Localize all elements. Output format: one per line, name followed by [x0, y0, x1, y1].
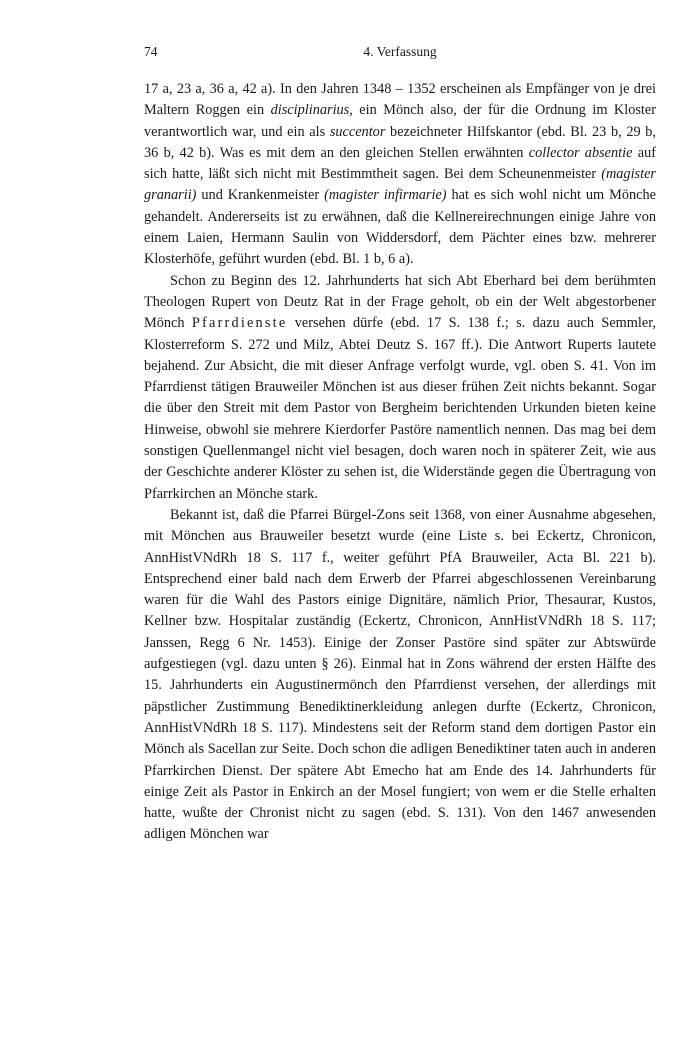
spaced-term: Pfarrdienste	[191, 315, 288, 332]
paragraph	[144, 79, 656, 271]
running-head: 4. Verfassung	[363, 44, 437, 59]
body-text	[144, 79, 656, 846]
text-segment: bezeichneter Hilfskantor (ebd. Bl. 23 b, 29 b, 36 b, 42 b). Was es mit dem an den gleichen Stellen erwähnten	[144, 123, 656, 161]
italic-term: (magister granarii)	[144, 166, 656, 204]
paragraph	[144, 505, 656, 846]
paragraph	[144, 271, 656, 505]
page-number: 74	[144, 44, 158, 59]
italic-term: collector absentie	[528, 144, 633, 161]
italic-term: (magister infirmarie)	[324, 187, 447, 204]
text-segment: und Krankenmeister	[196, 187, 325, 204]
page-header	[144, 44, 656, 64]
text-segment: Schon zu Beginn des 12. Jahrhunderts hat sich Abt Eberhard bei dem berühmten Theologen Rupert von Deutz Rat in der Frage geholt, ob ein der Welt abgestorbener Mönch	[144, 272, 656, 332]
text-segment: versehen dürfe (ebd. 17 S. 138 f.; s. dazu auch Semmler, Klosterreform S. 272 und Milz, Abtei Deutz S. 167 ff.). Die Antwort Ruperts lautete bejahend. Zur Absicht, die mit dieser Anfrage verfolgt wurde, vgl. oben S. 41. Von im Pfarrdienst tätigen Brauweiler Mönchen ist aus dieser frühen Zeit nichts bekannt. Sogar die über den Streit mit dem Pastor von Bergheim berichtenden Urkunden bieten keine Hinweise, obwohl sie mehrere Kierdorfer Pastöre namentlich nennen. Das mag bei dem sonstigen Quellenmangel nicht viel besagen, doch waren noch in späterer Zeit, wie aus der Geschichte anderer Klöster zu sehen ist, die Widerstände gegen die Übertragung von Pfarrkirchen an Mönche stark.	[144, 315, 657, 502]
italic-term: disciplinarius	[270, 102, 350, 119]
text-segment: , ein Mönch also, der für die Ordnung im Kloster verantwortlich war, und ein als	[144, 102, 657, 140]
text-segment: auf sich hatte, läßt sich nicht mit Bestimmtheit sagen. Bei dem Scheunenmeister	[144, 144, 656, 183]
text-segment: Bekannt ist, daß die Pfarrei Bürgel-Zons seit 1368, von einer Ausnahme abgesehen, mit Mönchen aus Brauweiler besetzt wurde (eine Liste s. bei Eckertz, Chronicon, AnnHistVNdRh 18 S. 117 f., weiter geführt PfA Brauweiler, Acta Bl. 221 b). Entsprechend einer bald nach dem Erwerb der Pfarrei abgeschlossenen Vereinbarung waren für die Wahl des Pastors einige Dignitäre, nämlich Prior, Thesaurar, Kustos, Kellner bzw. Hospitalar zuständig (Eckertz, Chronicon, AnnHistVNdRh 18 S. 117; Janssen, Regg 6 Nr. 1453). Einige der Zonser Pastöre sind später zur Abtswürde aufgestiegen (vgl. dazu unten § 26). Einmal hat in Zons während der ersten Hälfte des 15. Jahrhunderts ein Augustinermönch den Pfarrdienst versehen, der allerdings mit päpstlicher Zustimmung Benediktinerkleidung anlegen durfte (Eckertz, Chronicon, AnnHistVNdRh 18 S. 117). Mindestens seit der Reform stand dem dortigen Pastor ein Mönch als Sacellan zur Seite. Doch schon die adligen Benediktiner taten auch in anderen Pfarrkirchen Dienst. Der spätere Abt Emecho hat am Ende des 14. Jahrhunderts für einige Zeit als Pastor in Enkirch an der Mosel fungiert; von wem er die Stelle erhalten hatte, wußte der Chronist nicht zu sagen (ebd. S. 131). Von den 1467 anwesenden adligen Mönchen war	[144, 506, 656, 843]
text-segment: 17 a, 23 a, 36 a, 42 a). In den Jahren 1348 – 1352 erscheinen als Empfänger von je drei Maltern Roggen ein	[144, 81, 656, 119]
text-segment: hat es sich wohl nicht um Mönche gehandelt. Andererseits ist zu erwähnen, daß die Kellnereirechnungen einige Jahre von einem Laien, Hermann Saulin von Widdersdorf, dem Pächter eines bzw. mehrerer Klosterhöfe, geführt wurden (ebd. Bl. 1 b, 6 a).	[144, 187, 656, 268]
italic-term: succentor	[329, 123, 386, 140]
